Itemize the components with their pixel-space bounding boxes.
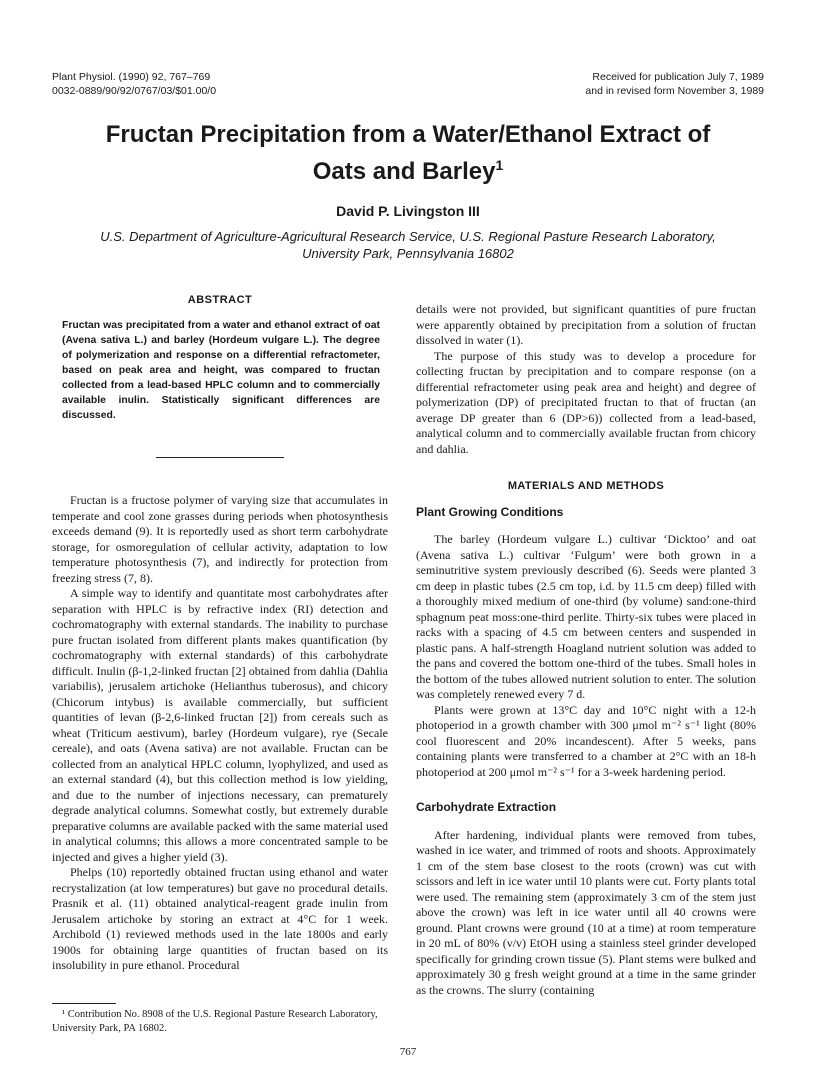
abstract-heading: ABSTRACT — [187, 294, 253, 306]
journal-citation — [52, 70, 216, 98]
affiliation — [60, 228, 756, 262]
intro-paragraph-1: Fructan is a fructose polymer of varying size that accumulates in temperate and cool zone grasses during periods when photosynthesis exceeds demand (9). It is reportedly used as short term carbohydrate storage, for osmoregulation of cellular activity, adaptation to low temperature photosynthesis (7), and indirectly for protection from freezing stress (7, 8). — [52, 493, 388, 585]
introduction-column — [52, 493, 388, 974]
intro-paragraph-3: Phelps (10) reportedly obtained fructan using ethanol and water recrystalization (at low temperatures) but gave no procedural details. Prasnik et al. (11) obtained analytical-reagent grade inulin from Jerusalem artichoke by storing an extract at 4°C for 1 week. Archibold (1) reviewed methods used in the late 1800s and early 1900s for obtaining large quantities of fructan based on its insolubility in pure ethanol. Procedural — [52, 865, 388, 972]
carbohydrate-extraction-heading: Carbohydrate Extraction — [416, 800, 557, 814]
page-number: 767 — [399, 1046, 417, 1058]
affiliation-line-2: University Park, Pennsylvania 16802 — [302, 246, 514, 261]
footnote: ¹ Contribution No. 8908 of the U.S. Regional Pasture Research Laboratory, University Park, PA 16802. — [52, 1009, 378, 1034]
title-line-2-text: Oats and Barley — [312, 158, 496, 185]
title-line-2 — [60, 150, 756, 187]
issn-line: 0032-0889/90/92/0767/03/$01.00/0 — [52, 85, 217, 97]
materials-methods-heading: MATERIALS AND METHODS — [507, 480, 665, 492]
revised-line: and in revised form November 3, 1989 — [585, 85, 764, 97]
purpose-paragraph: The purpose of this study was to develop a procedure for collecting fructan by precipitation and to compare response (on a differential refractometer using peak area and height) and degree of polymerization (DP) of precipitated fructan to that of fructan (an average DP greater than 6 (DP>6)) collected from a lead-based, analytical column and to commercially available fructan from chicory and dahlia. — [416, 348, 756, 456]
abstract-divider — [156, 457, 284, 458]
citation-line: Plant Physiol. (1990) 92, 767–769 — [52, 71, 211, 83]
right-column — [416, 302, 756, 998]
carbohydrate-extraction-paragraph: After hardening, individual plants were removed from tubes, washed in ice water, and trimmed of roots and shoots. Approximately 1 cm of the stem base closest to the roots (crown) was cut with scissors and left in ice water until 10 plants were cut. Forty plants total were used. The remaining stem (approximately 3 cm of the stem just above the crown) was left in ice water until all 40 crowns were ground. Plant crowns were ground (10 at a time) at room temperature in 20 mL of 80% (v/v) EtOH using a stainless steel grinder developed specifically for grinding crown tissue (5). Plant stems were bulked and approximately 30 g fresh weight ground at a time in the same grinder as the crowns. The slurry (containing — [416, 827, 756, 997]
intro-paragraph-2: A simple way to identify and quantitate most carbohydrates after separation with HPLC is by refractive index (RI) detection and cochromatography with external standards. The inability to purchase pure fructan isolated from different plants makes quantification (by cochromatography with external standards) of this carbohydrate difficult. Inulin (β-1,2-linked fructan [2] obtained from dahlia (Dahlia variabilis), jerusalem artichoke (Helianthus tuberosus), and chicory (Chicorum intybus) is available commercially, but sufficient quantities of levan (β-2,6-linked fructan [2]) from cereals such as wheat (Triticum aestivum), barley (Hordeum vulgare), rye (Secale cereale), and oats (Avena sativa) are not available. Fructan can be collected from an analytical HPLC column, lyophylized, and used as an external standard (4), but this collection method is low yielding, and due to the number of injections necessary, can prematurely degrade analytical columns. Somewhat costly, but extremely durable preparative columns are available packed with the same material used in analytical columns; this allows a more concentrated sample to be injected and gives a higher yield (3). — [52, 586, 388, 864]
intro-continuation: details were not provided, but significant quantities of pure fructan were apparently obtained by precipitation from a solution of fructan dissolved in water (1). — [416, 302, 756, 347]
title-footnote-marker: 1 — [495, 157, 504, 173]
abstract-text: Fructan was precipitated from a water and ethanol extract of oat (Avena sativa L.) and barley (Hordeum vulgare L.). The degree of polymerization and response on a differential refractometer, based on peak area and height, was compared to fructan collected from a lead-based HPLC column and to commercially available inulin. Statistically significant differences are discussed. — [62, 320, 380, 421]
author-name: David P. Livingston III — [336, 203, 480, 219]
title-line-1: Fructan Precipitation from a Water/Ethanol Extract of — [105, 121, 711, 148]
paper-title — [60, 120, 756, 187]
plant-growing-paragraph-2: Plants were grown at 13°C day and 10°C night with a 12-h photoperiod in a growth chamber with 300 μmol m⁻² s⁻¹ light (80% cool fluorescent and 20% incandescent). After 5 weeks, pans containing plants were transferred to a chamber at 2°C with an 18-h photoperiod at 200 μmol m⁻² s⁻¹ for a 3-week hardening period. — [416, 702, 756, 779]
plant-growing-heading: Plant Growing Conditions — [416, 504, 564, 519]
affiliation-line-1: U.S. Department of Agriculture-Agricultural Research Service, U.S. Regional Pasture Research Laboratory, — [100, 229, 716, 244]
received-dates — [585, 70, 764, 98]
footnote-divider — [52, 1003, 116, 1004]
received-line: Received for publication July 7, 1989 — [592, 71, 764, 83]
plant-growing-paragraph-1: The barley (Hordeum vulgare L.) cultivar ‘Dicktoo’ and oat (Avena sativa L.) cultivar ‘Fulgum’ were both grown in a seminutritive system previously described (6). Seeds were planted 3 cm deep in plastic tubes (2.5 cm top, i.d. by 11.5 cm deep) filled with a thoroughly mixed medium of one-third (by volume) sand:one-third sphagnum peat moss:one-third perlite. Thirty-six tubes were placed in racks with a spacing of 4.5 cm between centers and suspended in plastic pans. A half-strength Hoagland nutrient solution was added to the pans and covered the bottom one-third of the tubes. Small holes in the bottom of the tubes allowed nutrient solution to enter. The solution was completely renewed every 7 d. — [416, 532, 756, 701]
